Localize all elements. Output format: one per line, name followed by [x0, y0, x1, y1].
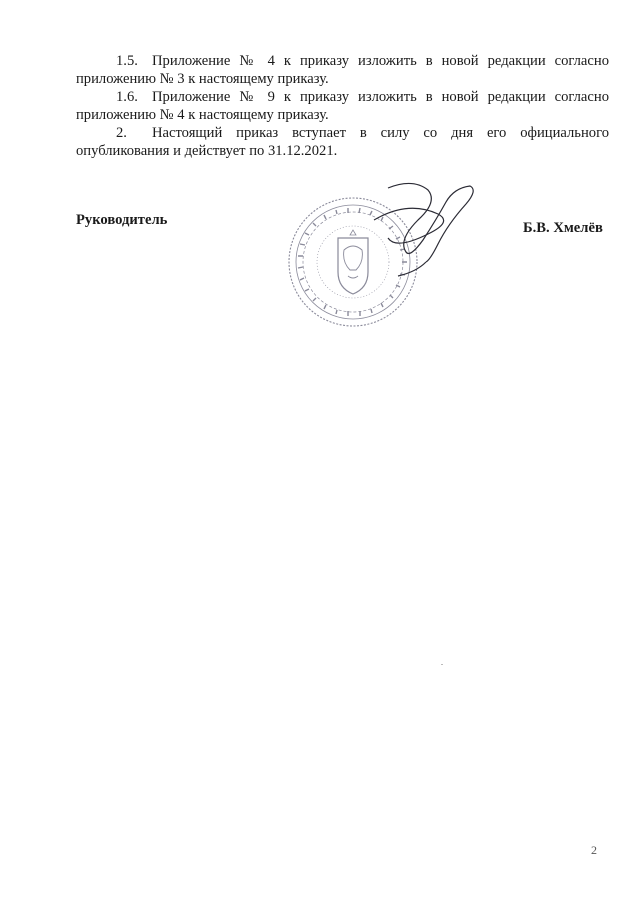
page-number: 2 [591, 843, 597, 857]
paragraph-1-6-line-2: приложению № 4 к настоящему приказу. [76, 107, 329, 123]
paragraph-1-6-line-1: 1.6. Приложение № 9 к приказу изложить в новой редакции согласно [76, 88, 609, 106]
document-body [76, 52, 609, 160]
signature-title: Руководитель [76, 212, 168, 228]
official-seal-with-signature [278, 180, 478, 340]
paragraph-1-6-number: 1.6. [116, 89, 138, 105]
paragraph-1-5-line-1: 1.5. Приложение № 4 к приказу изложить в новой редакции согласно [76, 52, 609, 70]
paragraph-1-6 [76, 88, 609, 124]
paragraph-1-5 [76, 52, 609, 88]
signatory-name: Б.В. Хмелёв [523, 220, 603, 236]
paragraph-2-line-1: 2. Настоящий приказ вступает в силу со дня его официального [76, 124, 609, 142]
scan-speck [441, 664, 443, 665]
paragraph-2-line-2: опубликования и действует по 31.12.2021. [76, 143, 338, 159]
paragraph-1-5-line-2: приложению № 3 к настоящему приказу. [76, 71, 329, 87]
paragraph-2-number: 2. [116, 125, 127, 141]
paragraph-1-5-number: 1.5. [116, 53, 138, 69]
official-seal [289, 198, 417, 326]
paragraph-2 [76, 124, 609, 160]
